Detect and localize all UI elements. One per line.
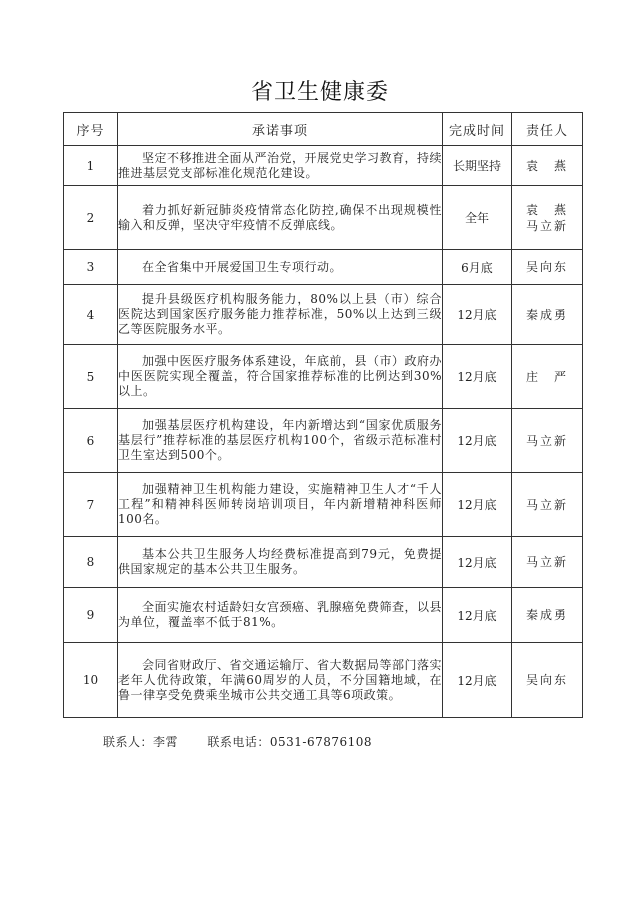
row-deadline: 12月底 (443, 588, 512, 643)
row-owner (512, 250, 583, 285)
table-row (64, 186, 583, 250)
row-deadline: 全年 (443, 186, 512, 250)
row-deadline: 12月底 (443, 473, 512, 537)
owner-name: 秦成勇 (525, 608, 568, 622)
row-number: 7 (64, 473, 118, 537)
row-owner (512, 285, 583, 345)
row-owner (512, 537, 583, 588)
table-row (64, 146, 583, 186)
row-deadline: 长期坚持 (443, 146, 512, 186)
owner-name: 秦成勇 (525, 307, 568, 322)
table-row (64, 643, 583, 718)
header-owner: 责任人 (512, 113, 583, 146)
row-commitment: 加强精神卫生机构能力建设，实施精神卫生人才“千人工程”和精神科医师转岗培训项目，年内新增精神科医师100名。 (118, 473, 443, 537)
row-owner (512, 473, 583, 537)
contact-phone: 0531-67876108 (269, 735, 373, 749)
page-title: 省卫生健康委 (250, 80, 389, 105)
row-number: 8 (64, 537, 118, 588)
owner-name: 袁 燕 (525, 158, 568, 173)
commitment-table (63, 112, 583, 718)
table-row (64, 537, 583, 588)
row-commitment: 提升县级医疗机构服务能力，80%以上县（市）综合医院达到国家医疗服务能力推荐标准，50%以上达到三级乙等医院服务水平。 (118, 285, 443, 345)
row-commitment: 加强中医医疗服务体系建设，年底前，县（市）政府办中医医院实现全覆盖，符合国家推荐标准的比例达到30%以上。 (118, 345, 443, 409)
row-number: 6 (64, 409, 118, 473)
row-number: 4 (64, 285, 118, 345)
row-deadline: 12月底 (443, 537, 512, 588)
row-commitment: 坚定不移推进全面从严治党，开展党史学习教育，持续推进基层党支部标准化规范化建设。 (118, 146, 443, 186)
header-item: 承诺事项 (118, 113, 443, 146)
contact-phone-label: 联系电话： (207, 735, 270, 749)
row-deadline: 12月底 (443, 643, 512, 718)
row-owner (512, 588, 583, 643)
row-owner (512, 146, 583, 186)
row-owner (512, 409, 583, 473)
owner-name: 吴向东 (525, 673, 568, 687)
table-row (64, 409, 583, 473)
row-commitment: 加强基层医疗机构建设，年内新增达到“国家优质服务基层行”推荐标准的基层医疗机构100个，省级示范标准村卫生室达到500个。 (118, 409, 443, 473)
row-owner (512, 643, 583, 718)
header-no: 序号 (64, 113, 118, 146)
row-number: 9 (64, 588, 118, 643)
owner-name: 马立新 (525, 433, 568, 448)
row-number: 5 (64, 345, 118, 409)
contact-person-label: 联系人： (103, 735, 154, 749)
owner-name: 吴向东 (525, 260, 568, 274)
row-commitment: 全面实施农村适龄妇女宫颈癌、乳腺癌免费筛查，以县为单位，覆盖率不低于81%。 (118, 588, 443, 643)
row-commitment: 基本公共卫生服务人均经费标准提高到79元，免费提供国家规定的基本公共卫生服务。 (118, 537, 443, 588)
table-row (64, 285, 583, 345)
contact-line (103, 733, 372, 750)
row-commitment: 会同省财政厅、省交通运输厅、省大数据局等部门落实老年人优待政策，年满60周岁的人员，不分国籍地域，在鲁一律享受免费乘坐城市公共交通工具等6项政策。 (118, 643, 443, 718)
row-deadline: 12月底 (443, 409, 512, 473)
owner-name: 马立新 (525, 497, 568, 512)
owner-name: 袁 燕 (525, 202, 568, 217)
row-owner (512, 186, 583, 250)
row-commitment: 在全省集中开展爱国卫生专项行动。 (118, 250, 443, 285)
row-number: 2 (64, 186, 118, 250)
row-deadline: 12月底 (443, 285, 512, 345)
row-commitment: 着力抓好新冠肺炎疫情常态化防控,确保不出现规模性输入和反弹，坚决守牢疫情不反弹底线。 (118, 186, 443, 250)
row-deadline: 12月底 (443, 345, 512, 409)
row-number: 3 (64, 250, 118, 285)
owner-name: 马立新 (525, 218, 568, 233)
table-row (64, 250, 583, 285)
contact-person: 李霄 (153, 735, 179, 749)
owner-name: 庄 严 (525, 369, 568, 384)
table-row (64, 473, 583, 537)
table-header-row (64, 113, 583, 146)
table-row (64, 345, 583, 409)
row-number: 10 (64, 643, 118, 718)
row-deadline: 6月底 (443, 250, 512, 285)
owner-name: 马立新 (525, 555, 568, 569)
row-owner (512, 345, 583, 409)
row-number: 1 (64, 146, 118, 186)
header-time: 完成时间 (443, 113, 512, 146)
table-row (64, 588, 583, 643)
